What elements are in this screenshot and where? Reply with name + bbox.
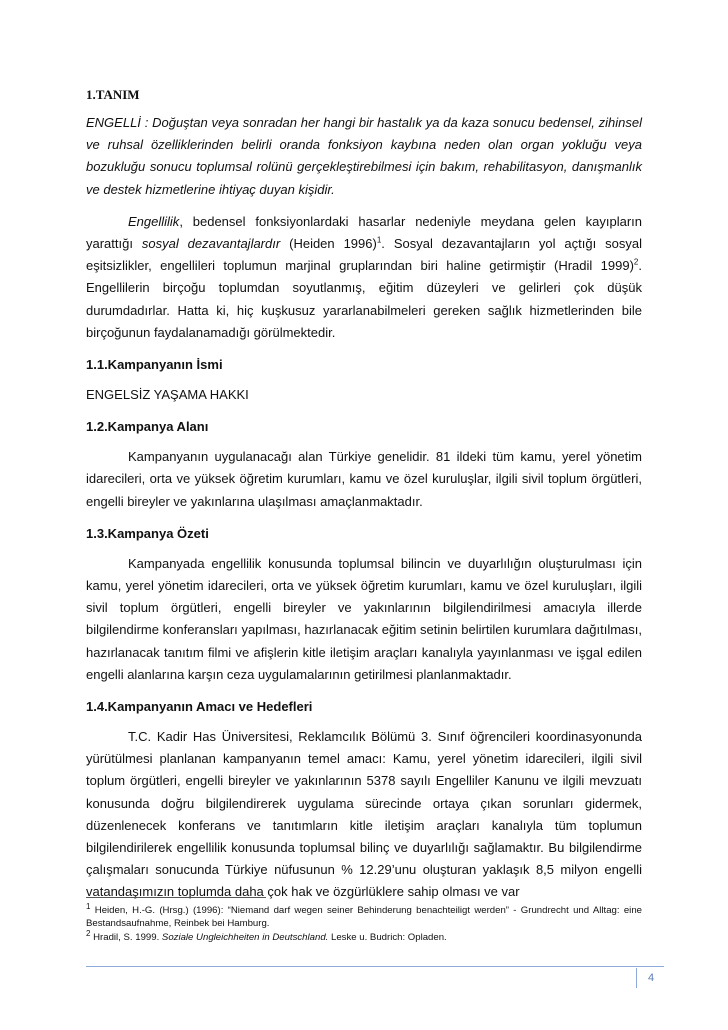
footnote-ref-1[interactable]: 1 xyxy=(376,235,382,245)
term-engellilik: Engellilik xyxy=(128,213,180,229)
amac-hedefler-text: T.C. Kadir Has Üniversitesi, Reklamcılık Bölümü 3. Sınıf öğrencileri koordinasyonunda yürütülmesi planlanan kampanyanın temel amacı: Kamu, yerel yönetim idarecileri, ilgili sivil toplum örgütleri, engelli bireyler ve yakınlarının 5378 sayılı Engelliler Kanunu ve ilgili mevzuatı konusunda doğru bilgilendirerek uygulama sürecinde ortaya çıkan sorunları gidermek, düzenlenecek konferans ve tanıtımların kitle iletişim araçları kanalıyla tüm toplumun bilgilendirilerek engellilik konusunda toplumsal bilinç ve duyarlılığı sağlamaktır. Bu bilgilendirme çalışmaları sonucunda Türkiye nüfusunun % 12.29’unu oluşturan yaklaşık 8,5 milyon engelli vatandaşımızın toplumda daha çok hak ve özgürlüklere sahip olması ve var xyxy=(86,729,642,900)
footnotes xyxy=(86,897,642,945)
engellilik-text-2: (Heiden 1996) xyxy=(280,236,377,252)
definition-text: Doğuştan veya sonradan her hangi bir hastalık ya da kaza sonucu bedensel, zihinsel ve ruhsal özelliklerinden belirli oranda fonksiyon kaybına neden olan organ yokluğu veya bozukluğu sonucu toplumsal rolünü gerçekleştirebilmesi için bakım, rehabilitasyon, danışmanlık ve destek hizmetlerine ihtiyaç duyan kişidir. xyxy=(86,115,642,197)
footnote-1 xyxy=(86,901,642,930)
kampanya-ozeti-text: Kampanyada engellilik konusunda toplumsal bilincin ve duyarlılığın oluşturulması için kamu, yerel yönetim idarecileri, orta ve yüksek öğretim kurumları, kamu ve özel kuruluşları, ilgili sivil toplum örgütleri, engelli bireyler ve yakınlarının bilgilendirilmesi amacıyla illerde bilgilendirme konferansları yapılması, hazırlanacak eğitim setinin belirtilen kurumlara dağıtılması, hazırlanacak tanıtım filmi ve afişlerin kitle iletişim araçları kanalıyla yayınlanması ve işgal edilen engelli alanlarına karşın ceza uygulamalarının getirilmesi planlanmaktadır. xyxy=(86,555,642,682)
footnote-2-text-c: Leske u. Budrich: Opladen. xyxy=(328,932,447,943)
footnote-separator xyxy=(86,897,266,898)
footnote-1-text: Heiden, H.-G. (Hrsg.) (1996): “Niemand darf wegen seiner Behinderung benachteiligt werden” - Grundrecht und Alltag: eine Bestandsaufnahme, Reinbek bei Hamburg. xyxy=(86,905,642,929)
definition-paragraph xyxy=(86,112,642,201)
footnote-2-number: 2 xyxy=(86,928,91,938)
term-sosyal-dezavantaj: sosyal dezavantajlardır xyxy=(141,236,281,252)
engellilik-text-1: , bedensel fonksiyonlardaki hasarlar nedeniyle meydana gelen kayıpların yarattığı xyxy=(86,213,642,252)
footnote-1-number: 1 xyxy=(86,901,91,911)
heading-kampanya-ismi: 1.1.Kampanyanın İsmi xyxy=(86,357,223,373)
footnote-2-title: Soziale Ungleichheiten in Deutschland. xyxy=(161,932,329,943)
page-body xyxy=(86,84,642,914)
page-number: 4 xyxy=(636,968,665,988)
footnote-2-text-a: Hradil, S. 1999. xyxy=(90,932,162,943)
heading-tanim: 1.TANIM xyxy=(86,87,140,102)
engellilik-paragraph xyxy=(86,211,642,344)
footer-divider xyxy=(86,966,664,967)
kampanya-ismi-text: ENGELSİZ YAŞAMA HAKKI xyxy=(86,387,249,403)
footnote-2 xyxy=(86,928,642,944)
engellilik-text-4: . Engellilerin birçoğu toplumdan soyutlanmış, eğitim düzeyleri ve gelirleri çok düşük durumdadırlar. Hatta ki, hiç kuşkusuz yararlanabilmeleri gereken sağlık hizmetlerinden bile birçoğunun faydalanamadığı görülmektedir. xyxy=(86,258,642,340)
engellilik-text-3: . Sosyal dezavantajların yol açtığı sosyal eşitsizlikler, engellileri toplumun marjinal gruplarından biri haline getirmiştir (Hradil 1999) xyxy=(86,236,642,274)
footnote-ref-2[interactable]: 2 xyxy=(633,257,639,267)
heading-amac-hedefler: 1.4.Kampanyanın Amacı ve Hedefleri xyxy=(86,699,313,715)
kampanya-alani-text: Kampanyanın uygulanacağı alan Türkiye genelidir. 81 ildeki tüm kamu, yerel yönetim idarecileri, orta ve yüksek öğretim kurumları, kamu ve özel kuruluşlar, ilgili sivil toplum örgütleri, engelli bireyler ve yakınlarına ulaşılması amaçlanmaktadır. xyxy=(86,449,642,509)
heading-kampanya-alani: 1.2.Kampanya Alanı xyxy=(86,419,209,435)
definition-lead: ENGELLİ : xyxy=(86,115,149,130)
heading-kampanya-ozeti: 1.3.Kampanya Özeti xyxy=(86,525,209,541)
